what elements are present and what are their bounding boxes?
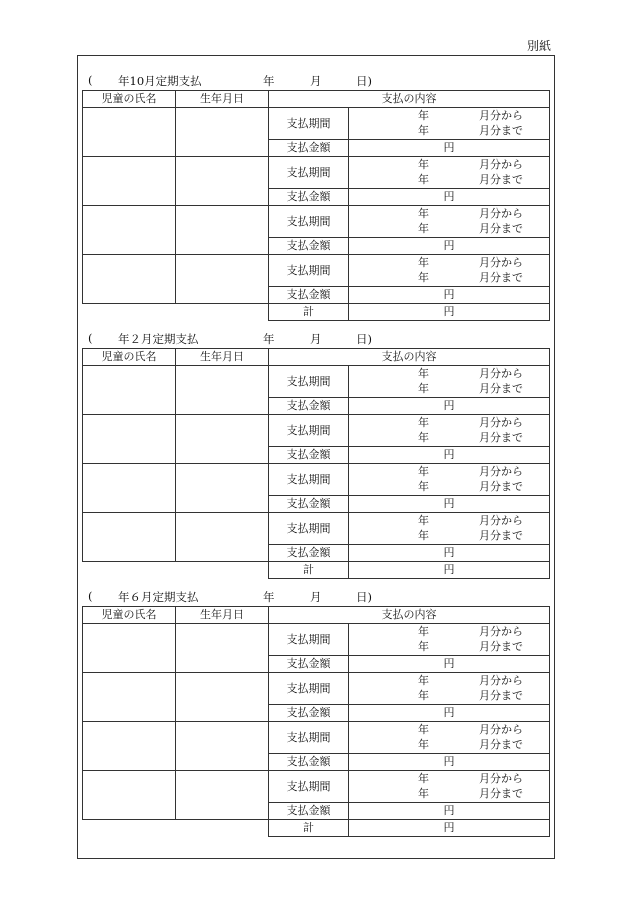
period-to	[349, 640, 549, 655]
payment-amount-label: 支払金額	[269, 803, 349, 820]
heading-open-paren: (	[88, 73, 93, 87]
child-name-cell[interactable]	[83, 673, 176, 722]
heading-month: 月	[310, 590, 322, 604]
payment-amount-cell[interactable]: 円	[349, 189, 550, 206]
period-from	[349, 256, 549, 271]
period-from	[349, 674, 549, 689]
header-row	[83, 349, 550, 366]
period-to-year: 年	[418, 271, 429, 284]
payment-amount-label: 支払金額	[269, 140, 349, 157]
payment-amount-label: 支払金額	[269, 398, 349, 415]
payment-period-label: 支払期間	[269, 771, 349, 803]
payment-table	[82, 606, 550, 837]
col-child-name: 児童の氏名	[83, 607, 176, 624]
payment-period-label: 支払期間	[269, 206, 349, 238]
birth-date-cell[interactable]	[176, 415, 269, 464]
birth-date-cell[interactable]	[176, 722, 269, 771]
payment-period-cell[interactable]	[349, 108, 550, 140]
section-heading	[82, 72, 550, 90]
birth-date-cell[interactable]	[176, 513, 269, 562]
heading-day: 日)	[356, 74, 372, 88]
section-heading	[82, 588, 550, 606]
payment-period-cell[interactable]	[349, 513, 550, 545]
period-to-year: 年	[418, 787, 429, 800]
child-period-row	[83, 415, 550, 447]
payment-amount-label: 支払金額	[269, 656, 349, 673]
period-to-year: 年	[418, 382, 429, 395]
period-from	[349, 416, 549, 431]
payment-amount-cell[interactable]: 円	[349, 287, 550, 304]
payment-period-cell[interactable]	[349, 771, 550, 803]
period-from-month: 月分から	[479, 772, 523, 785]
period-from-year: 年	[418, 772, 429, 785]
payment-section	[82, 330, 550, 579]
payment-period-label: 支払期間	[269, 673, 349, 705]
col-payment-content: 支払の内容	[269, 607, 550, 624]
payment-period-label: 支払期間	[269, 722, 349, 754]
payment-amount-cell[interactable]: 円	[349, 238, 550, 255]
period-to	[349, 382, 549, 397]
payment-amount-label: 支払金額	[269, 447, 349, 464]
payment-period-label: 支払期間	[269, 464, 349, 496]
col-payment-content: 支払の内容	[269, 349, 550, 366]
period-to	[349, 173, 549, 188]
payment-amount-cell[interactable]: 円	[349, 545, 550, 562]
heading-open-paren: (	[88, 589, 93, 603]
period-from	[349, 723, 549, 738]
child-period-row	[83, 108, 550, 140]
period-to-month: 月分まで	[479, 529, 523, 542]
period-to	[349, 124, 549, 139]
period-from	[349, 109, 549, 124]
period-to	[349, 222, 549, 237]
period-to-month: 月分まで	[479, 173, 523, 186]
payment-section	[82, 72, 550, 321]
period-from-month: 月分から	[479, 256, 523, 269]
period-to-year: 年	[418, 529, 429, 542]
payment-amount-label: 支払金額	[269, 238, 349, 255]
payment-amount-label: 支払金額	[269, 705, 349, 722]
payment-period-cell[interactable]	[349, 673, 550, 705]
heading-day: 日)	[356, 332, 372, 346]
payment-period-label: 支払期間	[269, 415, 349, 447]
period-from	[349, 158, 549, 173]
period-from-year: 年	[418, 723, 429, 736]
period-from	[349, 514, 549, 529]
payment-period-label: 支払期間	[269, 366, 349, 398]
period-from-year: 年	[418, 207, 429, 220]
period-to-month: 月分まで	[479, 689, 523, 702]
payment-period-cell[interactable]	[349, 722, 550, 754]
payment-period-cell[interactable]	[349, 464, 550, 496]
total-label: 計	[269, 304, 349, 321]
period-to-month: 月分まで	[479, 640, 523, 653]
total-amount-cell[interactable]: 円	[349, 820, 550, 837]
payment-amount-cell[interactable]: 円	[349, 803, 550, 820]
col-child-name: 児童の氏名	[83, 349, 176, 366]
period-to-month: 月分まで	[479, 222, 523, 235]
birth-date-cell[interactable]	[176, 624, 269, 673]
child-name-cell[interactable]	[83, 255, 176, 304]
period-to-month: 月分まで	[479, 431, 523, 444]
period-to-year: 年	[418, 222, 429, 235]
section-heading	[82, 330, 550, 348]
period-to-year: 年	[418, 431, 429, 444]
birth-date-cell[interactable]	[176, 464, 269, 513]
payment-period-cell[interactable]	[349, 415, 550, 447]
period-from-year: 年	[418, 514, 429, 527]
period-from-year: 年	[418, 367, 429, 380]
payment-period-label: 支払期間	[269, 157, 349, 189]
period-to-month: 月分まで	[479, 271, 523, 284]
payment-amount-label: 支払金額	[269, 496, 349, 513]
section-title: 年２月定期支払	[118, 332, 199, 346]
period-to	[349, 480, 549, 495]
period-to-month: 月分まで	[479, 787, 523, 800]
header-row	[83, 91, 550, 108]
payment-amount-label: 支払金額	[269, 287, 349, 304]
period-from-month: 月分から	[479, 158, 523, 171]
payment-period-cell[interactable]	[349, 206, 550, 238]
period-from	[349, 207, 549, 222]
payment-period-cell[interactable]	[349, 366, 550, 398]
heading-year: 年	[263, 590, 275, 604]
payment-period-label: 支払期間	[269, 624, 349, 656]
child-name-cell[interactable]	[83, 108, 176, 157]
payment-amount-label: 支払金額	[269, 754, 349, 771]
period-from-month: 月分から	[479, 625, 523, 638]
child-name-cell[interactable]	[83, 722, 176, 771]
period-from-month: 月分から	[479, 674, 523, 687]
period-to-year: 年	[418, 124, 429, 137]
payment-amount-cell[interactable]: 円	[349, 656, 550, 673]
child-period-row	[83, 157, 550, 189]
total-row	[83, 820, 550, 837]
birth-date-cell[interactable]	[176, 206, 269, 255]
total-row	[83, 562, 550, 579]
total-label: 計	[269, 562, 349, 579]
payment-amount-cell[interactable]: 円	[349, 447, 550, 464]
payment-amount-cell[interactable]: 円	[349, 140, 550, 157]
payment-period-cell[interactable]	[349, 255, 550, 287]
period-from	[349, 772, 549, 787]
birth-date-cell[interactable]	[176, 157, 269, 206]
col-birth-date: 生年月日	[176, 349, 269, 366]
birth-date-cell[interactable]	[176, 108, 269, 157]
col-payment-content: 支払の内容	[269, 91, 550, 108]
child-period-row	[83, 206, 550, 238]
section-title: 年10月定期支払	[118, 74, 202, 88]
payment-amount-cell[interactable]: 円	[349, 754, 550, 771]
heading-year: 年	[263, 74, 275, 88]
child-name-cell[interactable]	[83, 513, 176, 562]
period-to	[349, 787, 549, 802]
period-from-month: 月分から	[479, 207, 523, 220]
payment-section	[82, 588, 550, 837]
period-to-year: 年	[418, 173, 429, 186]
child-period-row	[83, 771, 550, 803]
period-to	[349, 689, 549, 704]
child-name-cell[interactable]	[83, 206, 176, 255]
col-child-name: 児童の氏名	[83, 91, 176, 108]
period-to	[349, 271, 549, 286]
child-period-row	[83, 366, 550, 398]
child-name-cell[interactable]	[83, 157, 176, 206]
attachment-label: 別紙	[527, 39, 552, 53]
child-period-row	[83, 722, 550, 754]
period-from	[349, 625, 549, 640]
period-to-year: 年	[418, 480, 429, 493]
col-birth-date: 生年月日	[176, 91, 269, 108]
period-from-year: 年	[418, 109, 429, 122]
period-from-month: 月分から	[479, 416, 523, 429]
period-to-year: 年	[418, 689, 429, 702]
payment-period-cell[interactable]	[349, 157, 550, 189]
col-birth-date: 生年月日	[176, 607, 269, 624]
period-to-year: 年	[418, 640, 429, 653]
period-from-year: 年	[418, 158, 429, 171]
payment-table	[82, 90, 550, 321]
heading-day: 日)	[356, 590, 372, 604]
child-name-cell[interactable]	[83, 771, 176, 820]
payment-amount-cell[interactable]: 円	[349, 398, 550, 415]
period-from-month: 月分から	[479, 465, 523, 478]
child-name-cell[interactable]	[83, 366, 176, 415]
heading-month: 月	[310, 74, 322, 88]
total-label: 計	[269, 820, 349, 837]
period-from-year: 年	[418, 256, 429, 269]
period-to-month: 月分まで	[479, 480, 523, 493]
birth-date-cell[interactable]	[176, 366, 269, 415]
payment-amount-label: 支払金額	[269, 545, 349, 562]
birth-date-cell[interactable]	[176, 673, 269, 722]
header-row	[83, 607, 550, 624]
child-name-cell[interactable]	[83, 464, 176, 513]
period-from-year: 年	[418, 625, 429, 638]
payment-amount-label: 支払金額	[269, 189, 349, 206]
period-to-year: 年	[418, 738, 429, 751]
period-from-month: 月分から	[479, 723, 523, 736]
payment-table	[82, 348, 550, 579]
period-to-month: 月分まで	[479, 738, 523, 751]
total-amount-cell[interactable]: 円	[349, 304, 550, 321]
payment-period-label: 支払期間	[269, 513, 349, 545]
birth-date-cell[interactable]	[176, 771, 269, 820]
payment-amount-cell[interactable]: 円	[349, 496, 550, 513]
period-to	[349, 529, 549, 544]
total-row	[83, 304, 550, 321]
child-name-cell[interactable]	[83, 624, 176, 673]
child-period-row	[83, 255, 550, 287]
child-period-row	[83, 624, 550, 656]
period-from	[349, 367, 549, 382]
period-from	[349, 465, 549, 480]
heading-month: 月	[310, 332, 322, 346]
period-to	[349, 738, 549, 753]
payment-period-cell[interactable]	[349, 624, 550, 656]
payment-period-label: 支払期間	[269, 108, 349, 140]
section-title: 年６月定期支払	[118, 590, 199, 604]
child-period-row	[83, 673, 550, 705]
period-from-year: 年	[418, 465, 429, 478]
child-name-cell[interactable]	[83, 415, 176, 464]
period-from-month: 月分から	[479, 109, 523, 122]
child-period-row	[83, 513, 550, 545]
child-period-row	[83, 464, 550, 496]
period-from-month: 月分から	[479, 367, 523, 380]
period-to	[349, 431, 549, 446]
period-from-year: 年	[418, 674, 429, 687]
period-to-month: 月分まで	[479, 124, 523, 137]
payment-amount-cell[interactable]: 円	[349, 705, 550, 722]
period-from-month: 月分から	[479, 514, 523, 527]
period-from-year: 年	[418, 416, 429, 429]
total-amount-cell[interactable]: 円	[349, 562, 550, 579]
heading-year: 年	[263, 332, 275, 346]
payment-period-label: 支払期間	[269, 255, 349, 287]
heading-open-paren: (	[88, 331, 93, 345]
birth-date-cell[interactable]	[176, 255, 269, 304]
period-to-month: 月分まで	[479, 382, 523, 395]
